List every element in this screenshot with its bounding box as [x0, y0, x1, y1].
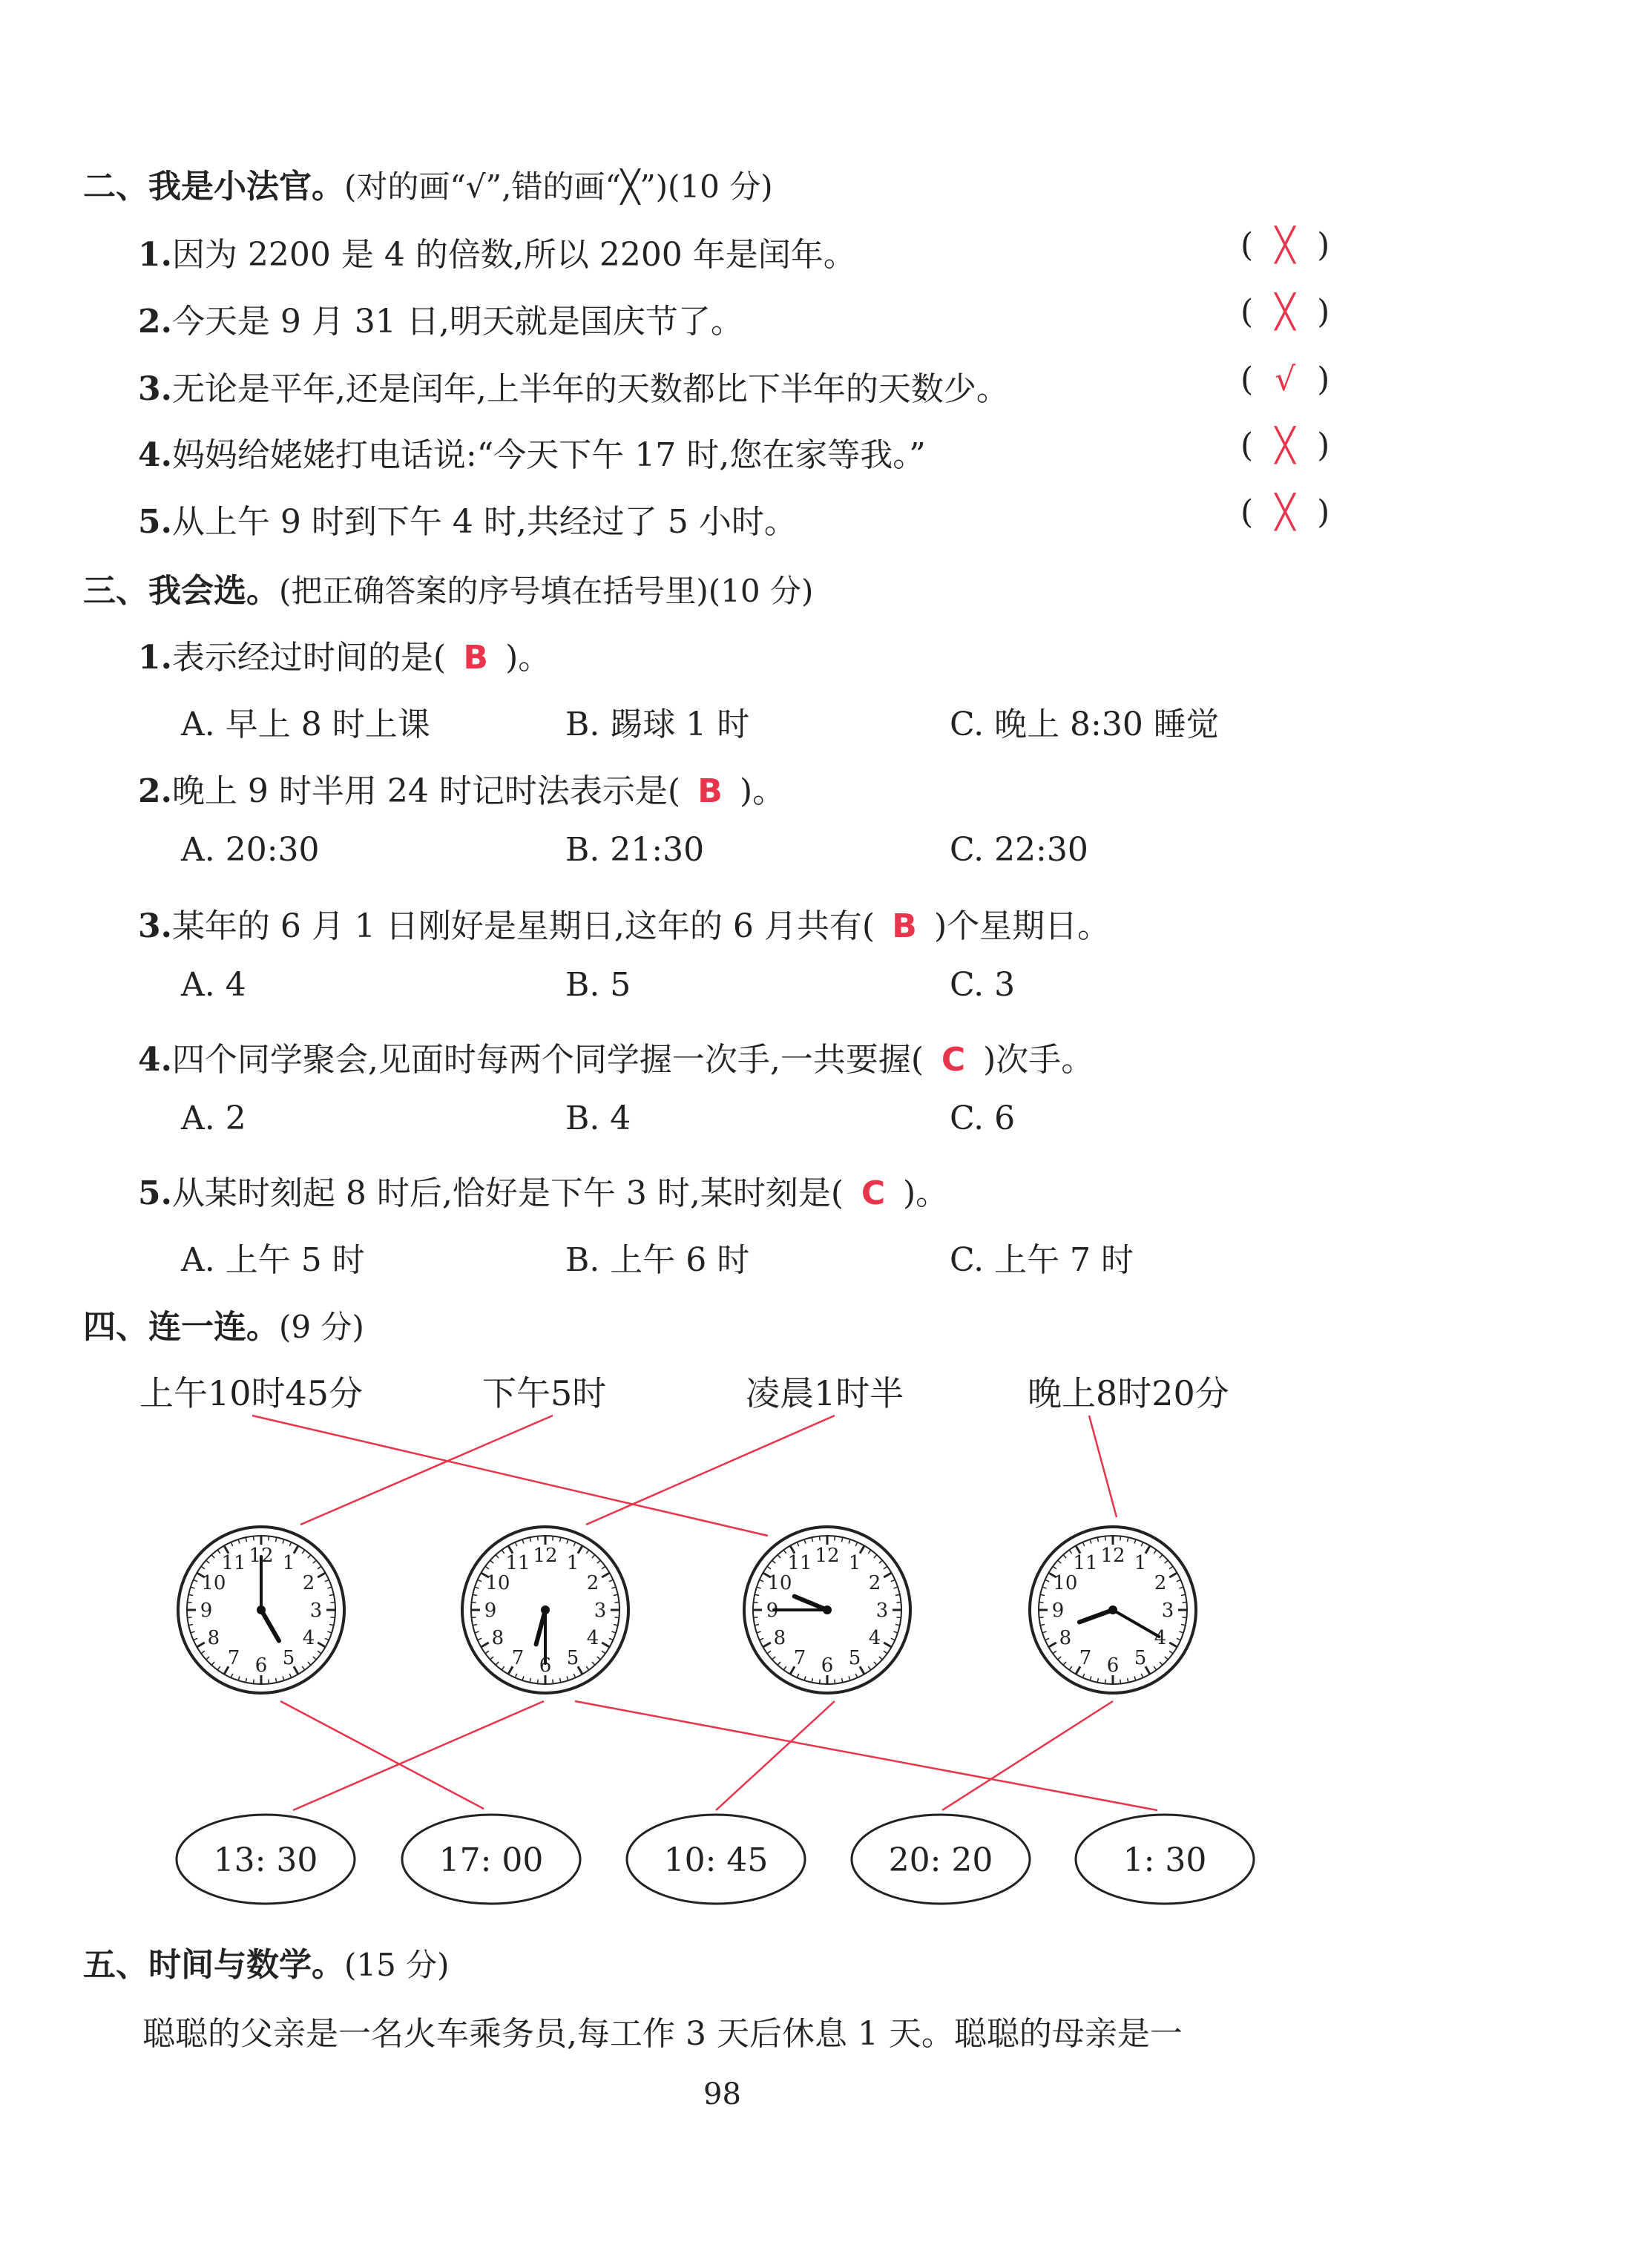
clock-numeral: 9	[1051, 1600, 1065, 1622]
digital-time-5: 1: 30	[1123, 1841, 1207, 1879]
answer-mark: ╳	[1275, 493, 1295, 531]
match-line-label2-clock1	[300, 1416, 553, 1525]
answer-letter: B	[697, 772, 723, 810]
item-number: 2.	[138, 772, 172, 810]
clock-numeral: 11	[221, 1551, 246, 1574]
item-text: 四个同学聚会,见面时每两个同学握一次手,一共要握(	[171, 1041, 924, 1079]
clock-tick	[896, 1617, 901, 1618]
answer-letter: C	[861, 1174, 886, 1212]
item-text: 表示经过时间的是(	[171, 639, 447, 677]
clock-numeral: 5	[566, 1647, 579, 1670]
item-text: 因为 2200 是 4 的倍数,所以 2200 年是闰年。	[171, 236, 856, 274]
item-number: 3.	[138, 370, 172, 408]
section-5-heading	[83, 1938, 450, 1985]
clock-numeral: 12	[249, 1545, 274, 1567]
section-4-title: 四、连一连。	[83, 1308, 279, 1346]
match-line-clock2-digital1	[293, 1701, 544, 1810]
sec3-5-option-c: C. 上午 7 时	[950, 1241, 1134, 1279]
clock-center-pin	[257, 1605, 266, 1614]
clock-numeral: 6	[1106, 1654, 1120, 1677]
clock-numeral: 12	[815, 1545, 840, 1567]
clock-numeral: 10	[767, 1572, 792, 1594]
answer-letter: B	[463, 639, 488, 677]
clock-numeral: 9	[200, 1600, 213, 1622]
clock-tick	[188, 1617, 192, 1618]
clock-center-pin	[823, 1605, 832, 1614]
clock-numeral: 4	[302, 1627, 315, 1649]
time-label-4: 晚上8时20分	[1028, 1373, 1229, 1413]
clock-numeral: 7	[793, 1647, 806, 1670]
sec3-3-option-c: C. 3	[950, 966, 1016, 1004]
sec2-answer-1: ( ╳ )	[1240, 226, 1330, 264]
sec3-5-option-a: A. 上午 5 时	[181, 1241, 365, 1279]
clock-tick	[1182, 1617, 1186, 1618]
section-5-title: 五、时间与数学。	[83, 1946, 344, 1984]
clock-numeral: 6	[821, 1654, 834, 1677]
clock-numeral: 3	[1161, 1600, 1174, 1622]
clock-numeral: 10	[1053, 1572, 1078, 1594]
sec3-1-option-a: A. 早上 8 时上课	[181, 706, 430, 743]
sec3-4-option-a: A. 2	[181, 1100, 246, 1137]
clock-numeral: 7	[511, 1647, 525, 1670]
analog-clock-2	[456, 1521, 634, 1699]
clock-numeral: 8	[773, 1627, 786, 1649]
item-number: 4.	[138, 436, 172, 474]
sec2-answer-4: ( ╳ )	[1240, 427, 1330, 464]
item-text-end: )次手。	[983, 1041, 1094, 1079]
clock-numeral: 2	[868, 1572, 881, 1594]
section-5-note: (15 分)	[344, 1947, 450, 1983]
digital-time-3: 10: 45	[663, 1841, 769, 1879]
sec2-answer-2: ( ╳ )	[1240, 293, 1330, 331]
time-label-3: 凌晨1时半	[746, 1373, 904, 1413]
clock-numeral: 9	[484, 1600, 497, 1622]
answer-mark: ╳	[1275, 427, 1295, 464]
answer-mark: ╳	[1275, 226, 1295, 264]
clock-numeral: 5	[282, 1647, 295, 1670]
clock-numeral: 11	[1073, 1551, 1098, 1574]
sec2-answer-5: ( ╳ )	[1240, 493, 1330, 531]
clock-numeral: 4	[868, 1627, 881, 1649]
item-text-end: )。	[903, 1174, 949, 1212]
item-text: 妈妈给姥姥打电话说:“今天下午 17 时,您在家等我。”	[171, 436, 926, 474]
match-line-clock4-digital4	[942, 1701, 1113, 1810]
sec3-4-option-b: B. 4	[565, 1100, 631, 1137]
item-number: 1.	[138, 236, 172, 274]
clock-tick	[820, 1536, 821, 1541]
clock-tick	[1039, 1617, 1044, 1618]
clock-tick	[330, 1617, 335, 1618]
match-line-clock1-digital2	[280, 1701, 484, 1809]
clock-tick	[472, 1617, 476, 1618]
sec3-1-option-b: B. 踢球 1 时	[565, 706, 750, 743]
clock-numeral: 2	[1154, 1572, 1167, 1594]
section-5-text: 聪聪的父亲是一名火车乘务员,每工作 3 天后休息 1 天。聪聪的母亲是一	[142, 2015, 1183, 2053]
clock-numeral: 10	[485, 1572, 510, 1594]
clock-numeral: 10	[201, 1572, 226, 1594]
analog-clock-4	[1024, 1521, 1202, 1699]
sec3-2-option-a: A. 20:30	[181, 831, 320, 869]
clock-center-pin	[541, 1605, 550, 1614]
item-text: 晚上 9 时半用 24 时记时法表示是(	[171, 772, 681, 810]
item-text: 某年的 6 月 1 日刚好是星期日,这年的 6 月共有(	[171, 907, 875, 945]
digital-time-2: 17: 00	[438, 1841, 544, 1879]
section-3-title: 三、我会选。	[83, 572, 279, 610]
section-2-note: (对的画“√”,错的画“╳”)(10 分)	[344, 168, 773, 205]
answer-letter: B	[892, 907, 917, 945]
clock-tick	[1120, 1679, 1121, 1683]
clock-numeral: 1	[848, 1551, 861, 1574]
item-number: 5.	[138, 503, 172, 541]
answer-mark: √	[1275, 361, 1296, 398]
clock-tick	[538, 1536, 539, 1541]
item-text: 今天是 9 月 31 日,明天就是国庆节了。	[171, 303, 743, 341]
sec3-3-option-a: A. 4	[181, 966, 246, 1004]
clock-numeral: 12	[1100, 1545, 1125, 1567]
time-label-2: 下午5时	[482, 1373, 607, 1413]
section-3-note: (把正确答案的序号填在括号里)(10 分)	[279, 573, 814, 609]
clock-numeral: 3	[309, 1600, 323, 1622]
sec3-5-option-b: B. 上午 6 时	[565, 1241, 750, 1279]
clock-numeral: 3	[594, 1600, 607, 1622]
item-text: 从上午 9 时到下午 4 时,共经过了 5 小时。	[171, 503, 797, 541]
clock-tick	[538, 1679, 539, 1683]
clock-tick	[820, 1679, 821, 1683]
clock-numeral: 2	[586, 1572, 599, 1594]
item-number: 3.	[138, 907, 172, 945]
match-line-clock3-digital3	[716, 1701, 835, 1810]
clock-tick	[614, 1617, 619, 1618]
clock-numeral: 11	[505, 1551, 530, 1574]
item-text-end: )。	[740, 772, 786, 810]
clock-numeral: 1	[1134, 1551, 1147, 1574]
item-number: 1.	[138, 639, 172, 677]
item-number: 5.	[138, 1174, 172, 1212]
clock-numeral: 12	[533, 1545, 558, 1567]
item-number: 4.	[138, 1041, 172, 1079]
sec2-answer-3: ( √ )	[1240, 361, 1330, 398]
answer-letter: C	[941, 1041, 966, 1079]
match-line-clock2-digital5	[575, 1701, 1157, 1810]
clock-numeral: 9	[766, 1600, 779, 1622]
clock-numeral: 4	[1154, 1627, 1167, 1649]
section-2-title: 二、我是小法官。	[83, 168, 344, 206]
item-number: 2.	[138, 303, 172, 341]
page-number: 98	[703, 2077, 741, 2111]
clock-numeral: 8	[491, 1627, 504, 1649]
item-text: 无论是平年,还是闰年,上半年的天数都比下半年的天数少。	[171, 370, 1009, 408]
clock-numeral: 7	[1079, 1647, 1092, 1670]
clock-numeral: 8	[1059, 1627, 1072, 1649]
clock-numeral: 6	[254, 1654, 268, 1677]
digital-time-4: 20: 20	[888, 1841, 993, 1879]
clock-tick	[754, 1617, 758, 1618]
time-label-1: 上午10时45分	[139, 1373, 364, 1413]
item-text: 从某时刻起 8 时后,恰好是下午 3 时,某时刻是(	[171, 1174, 844, 1212]
match-line-label4-clock4	[1089, 1416, 1117, 1517]
answer-mark: ╳	[1275, 293, 1295, 331]
clock-numeral: 1	[566, 1551, 579, 1574]
clock-numeral: 8	[207, 1627, 220, 1649]
clock-center-pin	[1108, 1605, 1117, 1614]
clock-numeral: 2	[302, 1572, 315, 1594]
item-text-end: )。	[505, 639, 551, 677]
clock-tick	[1105, 1536, 1106, 1541]
clock-tick	[1105, 1679, 1106, 1683]
sec3-4-option-c: C. 6	[950, 1100, 1016, 1137]
sec3-1-option-c: C. 晚上 8:30 睡觉	[950, 706, 1219, 743]
clock-numeral: 7	[227, 1647, 240, 1670]
digital-time-1: 13: 30	[213, 1841, 318, 1879]
sec3-2-option-c: C. 22:30	[950, 831, 1088, 869]
analog-clock-1	[172, 1521, 350, 1699]
analog-clock-3	[738, 1521, 916, 1699]
match-line-label3-clock2	[586, 1416, 835, 1525]
clock-numeral: 6	[539, 1654, 552, 1677]
clock-numeral: 5	[848, 1647, 861, 1670]
digital-times-row	[0, 1810, 1627, 1914]
sec3-2-option-b: B. 21:30	[565, 831, 705, 869]
clock-numeral: 5	[1134, 1647, 1147, 1670]
sec3-3-option-b: B. 5	[565, 966, 631, 1004]
clock-tick	[1120, 1536, 1121, 1541]
section-4-note: (9 分)	[279, 1309, 364, 1345]
item-text-end: )个星期日。	[934, 907, 1111, 945]
clock-numeral: 4	[586, 1627, 599, 1649]
clock-numeral: 3	[875, 1600, 889, 1622]
clock-numeral: 11	[787, 1551, 812, 1574]
clock-numeral: 1	[282, 1551, 295, 1574]
